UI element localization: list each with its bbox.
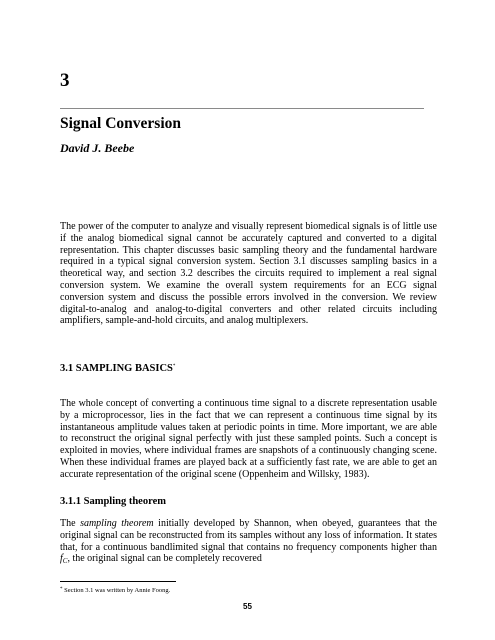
page-number: 55 xyxy=(243,602,252,611)
chapter-title: Signal Conversion xyxy=(60,115,182,132)
section-heading-text: 3.1 SAMPLING BASICS xyxy=(60,363,173,374)
footnote xyxy=(60,585,170,595)
theorem-lead-text: The xyxy=(60,518,81,529)
footnote-rule xyxy=(60,581,176,582)
subsection-heading-sampling-theorem: 3.1.1 Sampling theorem xyxy=(60,496,166,507)
chapter-header-rule xyxy=(60,108,424,109)
section-heading-sampling-basics xyxy=(60,360,175,375)
footnote-text: Section 3.1 was written by Annie Foong. xyxy=(62,587,171,594)
fc-subscript: C xyxy=(62,557,68,566)
theorem-text-before-fc: initially developed by Shannon, when obeyed, guarantees that the original signal can be reconstructed from its samples without any loss of information. It states that, for a continuous bandlimited signal that contains no frequency components higher than xyxy=(60,518,437,553)
chapter-author: David J. Beebe xyxy=(60,141,135,155)
fc-symbol: f xyxy=(60,553,63,565)
theorem-text-after-fc: , the original signal can be completely recovered xyxy=(67,553,262,565)
theorem-term: sampling theorem xyxy=(80,518,154,529)
intro-paragraph: The power of the computer to analyze and visually represent biomedical signals is of little use if the analog biomedical signal cannot be accurately captured and converted to a digital representation. This chapter discusses basic sampling theory and the fundamental hardware required in a typical signal conversion system. Section 3.1 discusses sampling basics in a theoretical way, and section 3.2 describes the circuits required to implement a real signal conversion system. We examine the overall system requirements for an ECG signal conversion system and discuss the possible errors involved in the conversion. We review digital-to-analog and analog-to-digital converters and other related circuits including amplifiers, sample-and-hold circuits, and analog multiplexers. xyxy=(60,221,437,327)
sampling-basics-paragraph: The whole concept of converting a continuous time signal to a discrete representation usable by a microprocessor, lies in the fact that we can represent a continuous time signal by its instantaneous amplitude values taken at periodic points in time. More important, we are able to reconstruct the original signal perfectly with just these sampled points. Such a concept is exploited in movies, where individual frames are snapshots of a continuously changing scene. When these individual frames are played back at a sufficiently fast rate, we are able to get an accurate representation of the original scene (Oppenheim and Willsky, 1983). xyxy=(60,398,437,480)
chapter-number: 3 xyxy=(60,70,70,91)
footnote-reference-marker: * xyxy=(172,364,176,369)
sampling-theorem-paragraph xyxy=(60,518,437,568)
footnote-marker: * xyxy=(60,587,63,592)
